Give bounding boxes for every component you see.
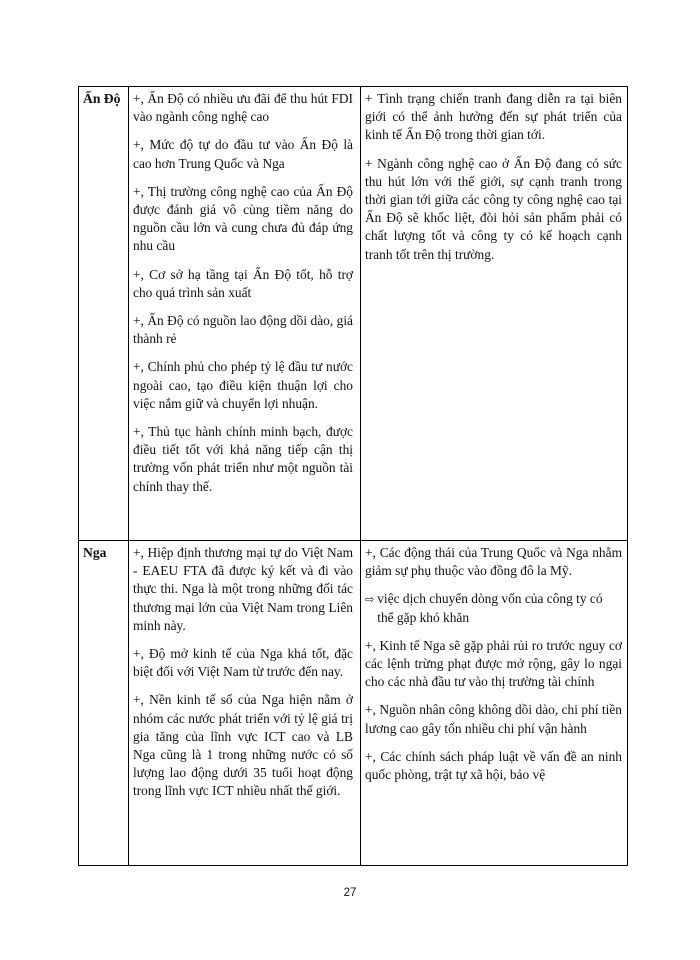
list-item: +, Hiệp định thương mại tự do Việt Nam - EAEU FTA đã được ký kết và đi vào thực thi. Nga là một trong những đối tác thương mại lớn của Việt Nam trong Liên minh này. bbox=[133, 545, 353, 633]
list-item: +, Cơ sở hạ tầng tại Ấn Độ tốt, hỗ trợ cho quá trình sản xuất bbox=[133, 266, 353, 300]
list-item: +, Ấn Độ có nguồn lao động dồi dào, giá thành rẻ bbox=[133, 313, 353, 347]
page-number: 27 bbox=[343, 887, 357, 899]
list-item: +, Chính phủ cho phép tỷ lệ đầu tư nước ngoài cao, tạo điều kiện thuận lợi cho việc nắm giữ và chuyển lợi nhuận. bbox=[133, 359, 353, 411]
list-item: +, Nguồn nhân công không dồi dào, chi phí tiền lương cao gây tốn nhiều chi phí vận hành bbox=[365, 702, 622, 736]
list-item: +, Ấn Độ có nhiều ưu đãi để thu hút FDI vào ngành công nghệ cao bbox=[133, 91, 353, 125]
list-item: + Ngành công nghệ cao ở Ấn Độ đang có sức thu hút lớn với thế giới, sự cạnh tranh trong thời gian tới giữa các công ty công nghệ cao tại Ấn Độ sẽ khốc liệt, đòi hỏi sản phẩm phải có chất lượng tốt và công ty có kế hoạch cạnh tranh tốt trên thị trường. bbox=[365, 155, 622, 262]
arrow-list-item bbox=[365, 590, 622, 626]
challenges-cell bbox=[361, 87, 628, 541]
list-item: +, Các động thái của Trung Quốc và Nga nhằm giảm sự phụ thuộc vào đồng đô la Mỹ. bbox=[365, 545, 622, 579]
list-item: +, Độ mở kinh tế của Nga khá tốt, đặc biệt đối với Việt Nam từ trước đến nay. bbox=[133, 646, 353, 680]
list-item: + Tình trạng chiến tranh đang diễn ra tại biên giới có thể ảnh hưởng đến sự phát triển của kinh tế Ấn Độ trong thời gian tới. bbox=[365, 91, 622, 143]
list-item: +, Các chính sách pháp luật về vấn đề an ninh quốc phòng, trật tự xã hội, bảo vệ bbox=[365, 748, 622, 783]
list-item: +, Nền kinh tế số của Nga hiện nằm ở nhóm các nước phát triển với tỷ lệ giá trị gia tăng của lĩnh vực ICT cao và LB Nga cũng là 1 trong những nước có số lượng lao động dưới 35 tuổi hoạt động trong lĩnh vực ICT nhiều nhất thế giới. bbox=[133, 692, 353, 799]
comparison-table bbox=[78, 86, 628, 866]
country-cell: Nga bbox=[79, 541, 129, 866]
advantages-cell bbox=[129, 87, 361, 541]
advantages-cell bbox=[129, 541, 361, 866]
table-row bbox=[79, 87, 628, 541]
table-row bbox=[79, 541, 628, 866]
list-item: +, Kinh tế Nga sẽ gặp phải rủi ro trước nguy cơ các lệnh trừng phạt được mở rộng, gây lo ngại cho các nhà đầu tư vào thị trường tài chính bbox=[365, 637, 622, 690]
challenges-cell bbox=[361, 541, 628, 866]
arrow-right-outline-icon: ⇨ bbox=[365, 593, 375, 607]
list-item: +, Mức độ tự do đầu tư vào Ấn Độ là cao hơn Trung Quốc và Nga bbox=[133, 137, 353, 171]
list-item: +, Thị trường công nghệ cao của Ấn Độ được đánh giá vô cùng tiềm năng do nguồn cầu lớn và cung chưa đủ đáp ứng nhu cầu bbox=[133, 183, 353, 254]
arrow-item-text: việc dịch chuyển dòng vốn của công ty có thể gặp khó khăn bbox=[377, 591, 603, 625]
country-cell: Ấn Độ bbox=[79, 87, 129, 541]
list-item: +, Thủ tục hành chính minh bạch, được điều tiết tốt với khả năng tiếp cận thị trường vốn phát triển như một nguồn tài chính thay thế. bbox=[133, 424, 353, 494]
